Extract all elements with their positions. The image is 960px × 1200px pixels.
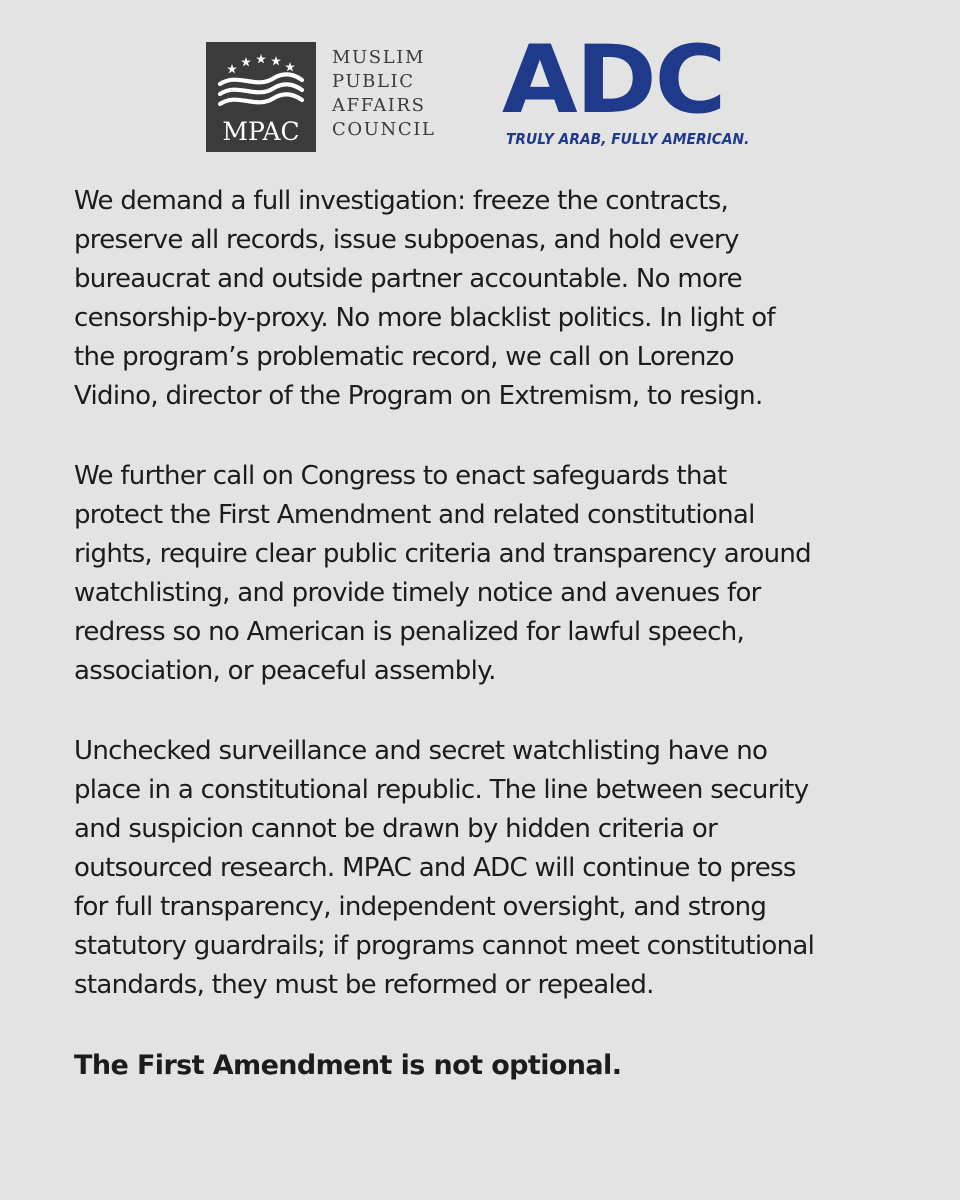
paragraph-3: Unchecked surveillance and secret watchlisting have no place in a constitutional republic. The line between security and suspicion cannot be drawn by hidden criteria or outsourced research. MPAC and ADC will continue to press for full transparency, independent oversight, and strong statutory guardrails; if programs cannot meet constitutional standards, they must be reformed or repealed. <box>74 736 815 1000</box>
mpac-name-line-3: AFFAIRS <box>332 95 426 116</box>
closing-statement: The First Amendment is not optional. <box>74 1050 622 1081</box>
paragraph-2: We further call on Congress to enact safeguards that protect the First Amendment and related constitutional rights, require clear public criteria and transparency around watchlisting, and provide timely notice and avenues for redress so no American is penalized for lawful speech, association, or peaceful assembly. <box>74 461 811 686</box>
mpac-logo <box>206 42 316 152</box>
paragraph-1: We demand a full investigation: freeze the contracts, preserve all records, issue subpoenas, and hold every bureaucrat and outside partner accountable. No more censorship-by-proxy. No more blacklist politics. In light of the program’s problematic record, we call on Lorenzo Vidino, director of the Program on Extremism, to resign. <box>74 186 775 411</box>
adc-tagline: TRULY ARAB, FULLY AMERICAN. <box>506 130 750 148</box>
adc-abbreviation: ADC <box>502 26 725 135</box>
mpac-name-line-4: COUNCIL <box>332 119 436 140</box>
mpac-name-line-1: MUSLIM <box>332 47 426 68</box>
mpac-full-name <box>332 46 436 142</box>
mpac-abbreviation: MPAC <box>222 117 300 146</box>
mpac-name-line-2: PUBLIC <box>332 71 415 92</box>
statement-body <box>74 182 904 1086</box>
logo-header <box>0 26 960 155</box>
flag-stars-stripes-icon <box>216 50 306 116</box>
adc-logo <box>500 26 760 155</box>
